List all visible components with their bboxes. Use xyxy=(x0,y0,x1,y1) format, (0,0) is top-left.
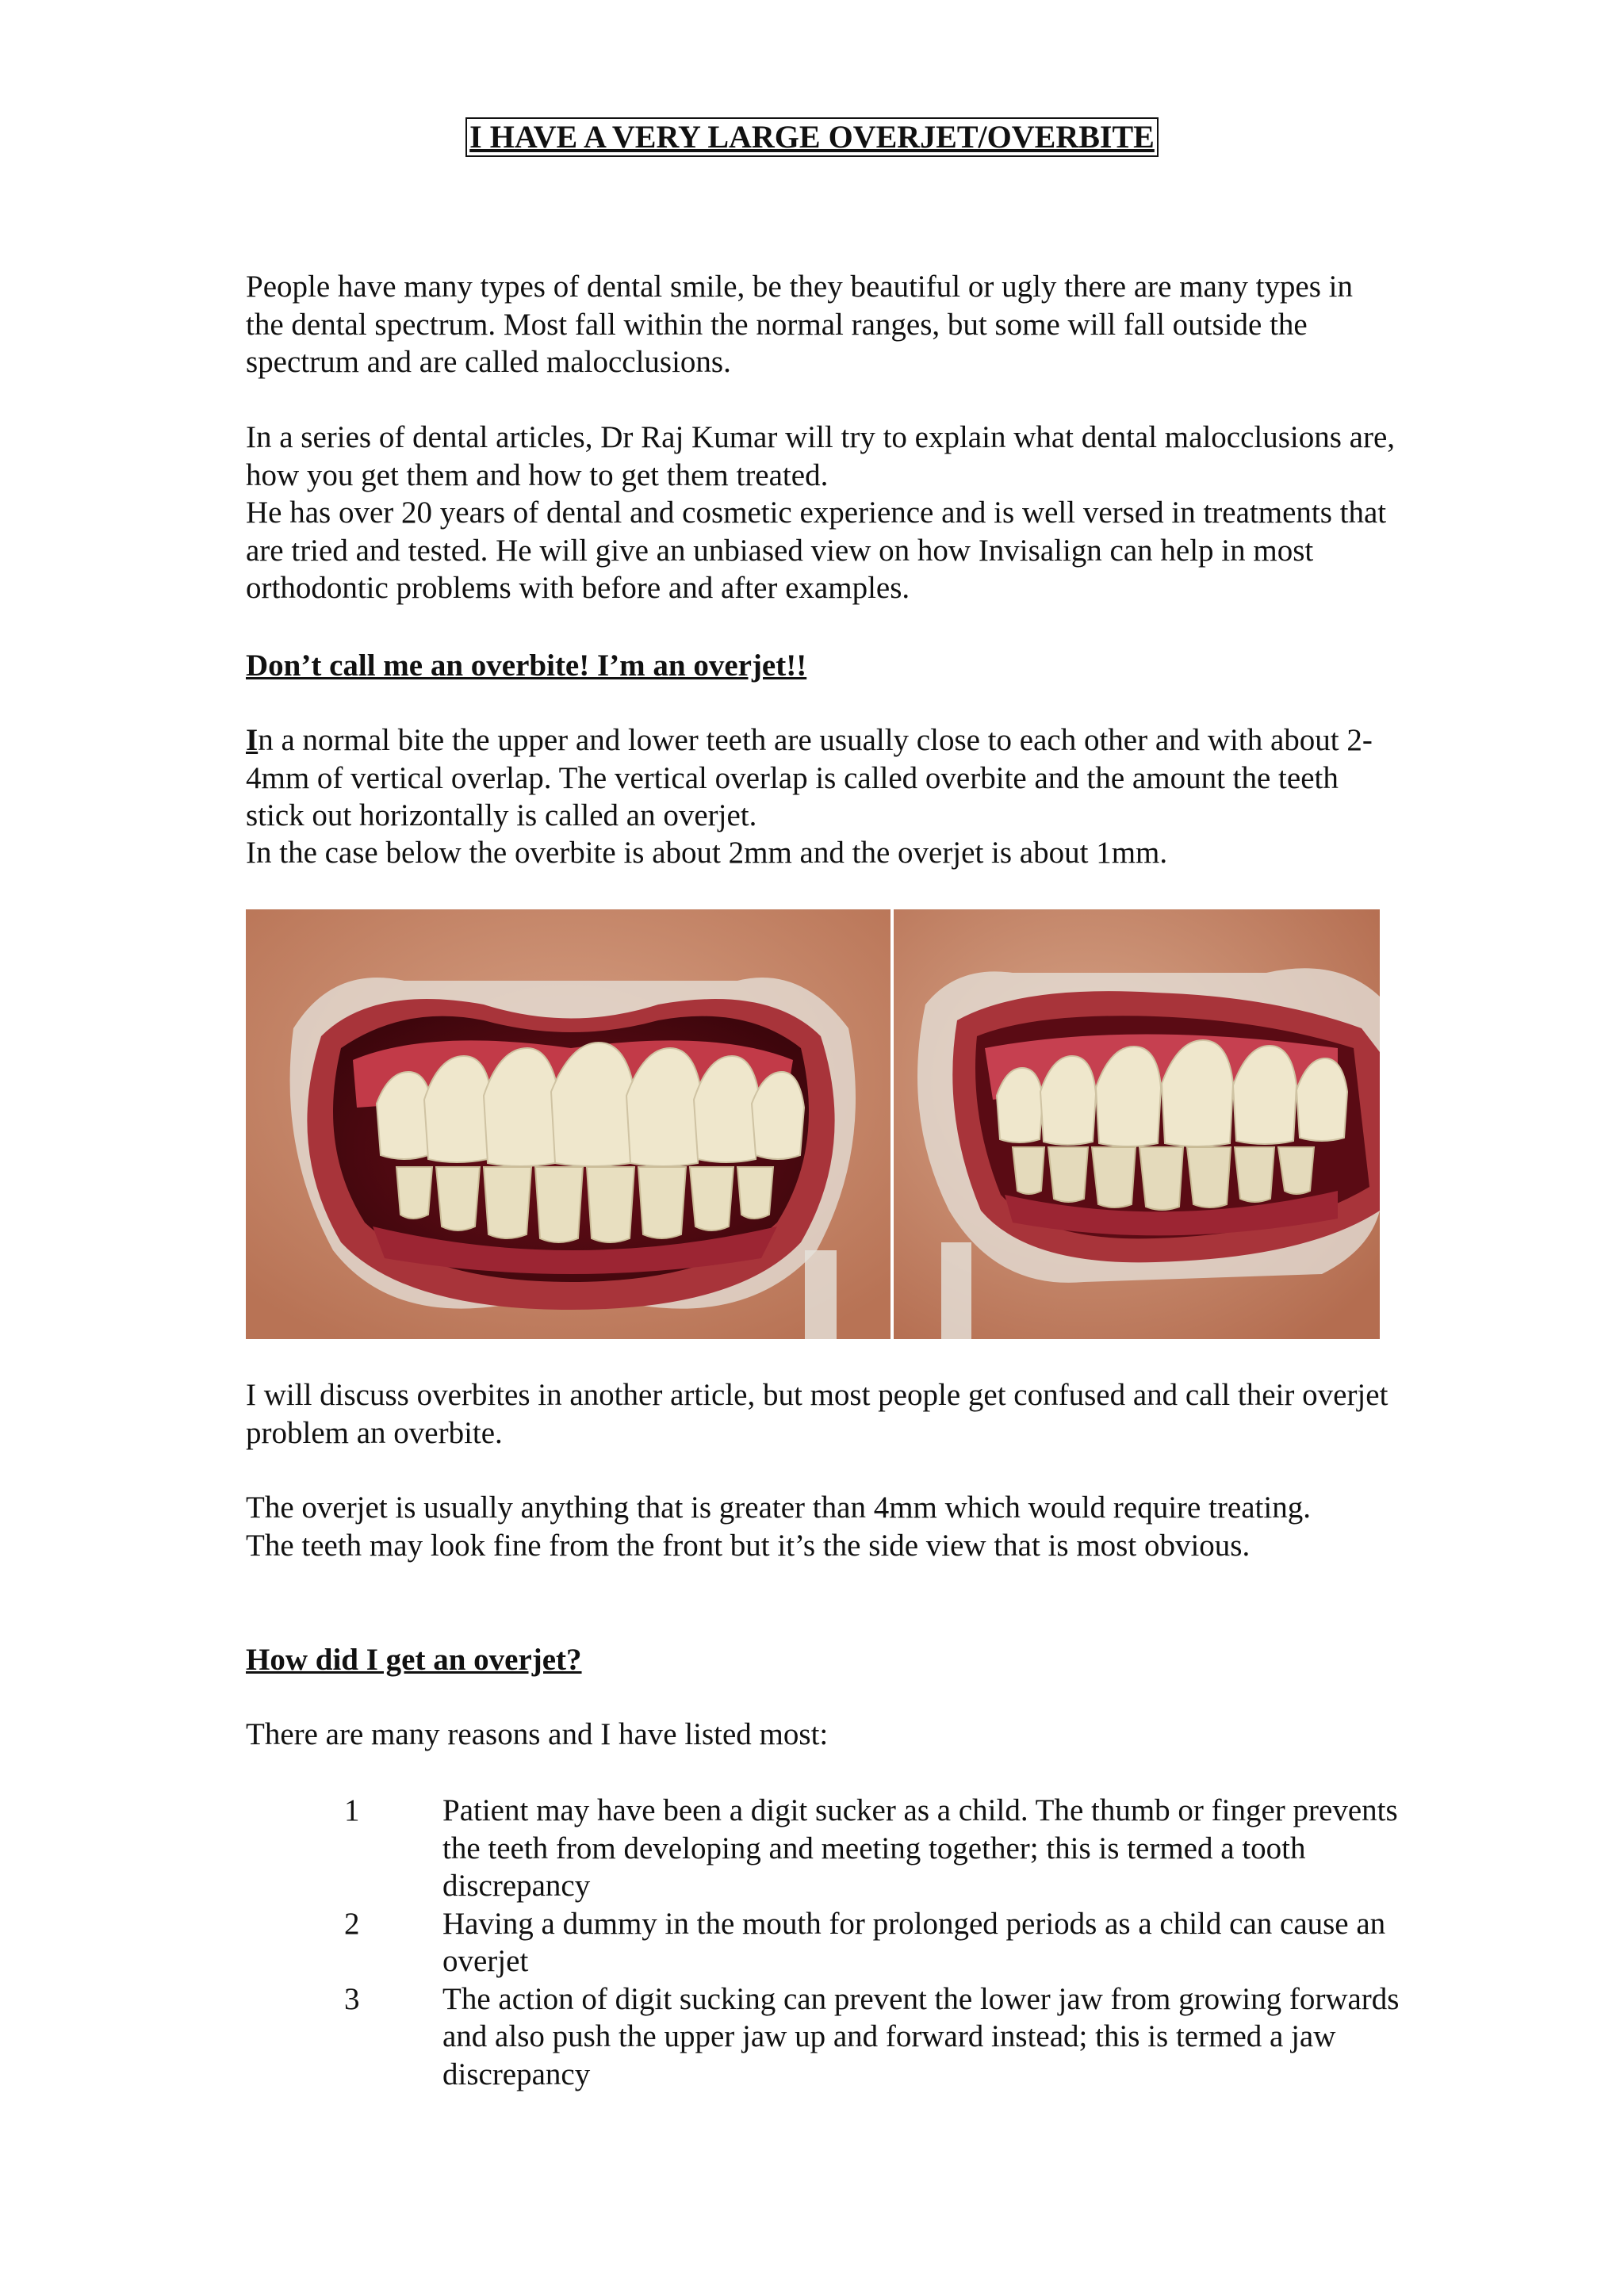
overjet-definition-line-2: The teeth may look fine from the front but it’s the side view that is most obvious. xyxy=(246,1529,1251,1563)
list-item-number: 2 xyxy=(344,1906,360,1941)
reasons-intro: There are many reasons and I have listed most: xyxy=(246,1717,829,1751)
list-item-number: 1 xyxy=(344,1793,360,1827)
side-view-photo xyxy=(894,909,1380,1339)
heading-overjet-not-overbite: Don’t call me an overbite! I’m an overjet!! xyxy=(246,649,807,683)
list-item-text: Having a dummy in the mouth for prolonged periods as a child can cause an overjet xyxy=(442,1906,1386,1978)
document-title-wrap xyxy=(0,117,1624,157)
reasons-list xyxy=(246,1792,1404,2093)
list-item xyxy=(246,1905,1404,1980)
discuss-paragraph: I will discuss overbites in another article, but most people get confused and call their overjet problem an overbite. xyxy=(246,1378,1388,1450)
series-paragraph: In a series of dental articles, Dr Raj Kumar will try to explain what dental malocclusions are, how you get them and how to get them treated. xyxy=(246,420,1396,492)
normal-bite-text: n a normal bite the upper and lower teeth are usually close to each other and with about 2-4mm of vertical overlap. The vertical overlap is called overbite and the amount the teeth stick out horizontally is called an overjet. xyxy=(246,723,1373,832)
document-title: I HAVE A VERY LARGE OVERJET/OVERBITE xyxy=(465,117,1159,157)
drop-letter: I xyxy=(246,723,259,757)
list-item-text: The action of digit sucking can prevent the lower jaw from growing forwards and also push the upper jaw up and forward instead; this is termed a jaw discrepancy xyxy=(442,1981,1400,2091)
normal-bite-paragraph xyxy=(246,721,1396,835)
case-below-paragraph: In the case below the overbite is about 2mm and the overjet is about 1mm. xyxy=(246,836,1168,870)
list-item xyxy=(246,1792,1404,1905)
list-item-number: 3 xyxy=(344,1981,360,2016)
clinical-photos xyxy=(246,909,1380,1339)
list-item xyxy=(246,1980,1404,2094)
heading-how-did-i-get-overjet: How did I get an overjet? xyxy=(246,1643,582,1677)
list-item-text: Patient may have been a digit sucker as a child. The thumb or finger prevents the teeth from developing and meeting together; this is termed a tooth discrepancy xyxy=(442,1793,1398,1903)
overjet-definition-line-1: The overjet is usually anything that is greater than 4mm which would require treating. xyxy=(246,1490,1311,1525)
experience-paragraph: He has over 20 years of dental and cosmetic experience and is well versed in treatments that are tried and tested. He will give an unbiased view on how Invisalign can help in most orthodontic problems with before and after examples. xyxy=(246,496,1387,605)
intro-paragraph: People have many types of dental smile, be they beautiful or ugly there are many types in the dental spectrum. Most fall within the normal ranges, but some will fall outside the spectrum and are called malocclusions. xyxy=(246,270,1354,379)
front-view-photo xyxy=(246,909,891,1339)
